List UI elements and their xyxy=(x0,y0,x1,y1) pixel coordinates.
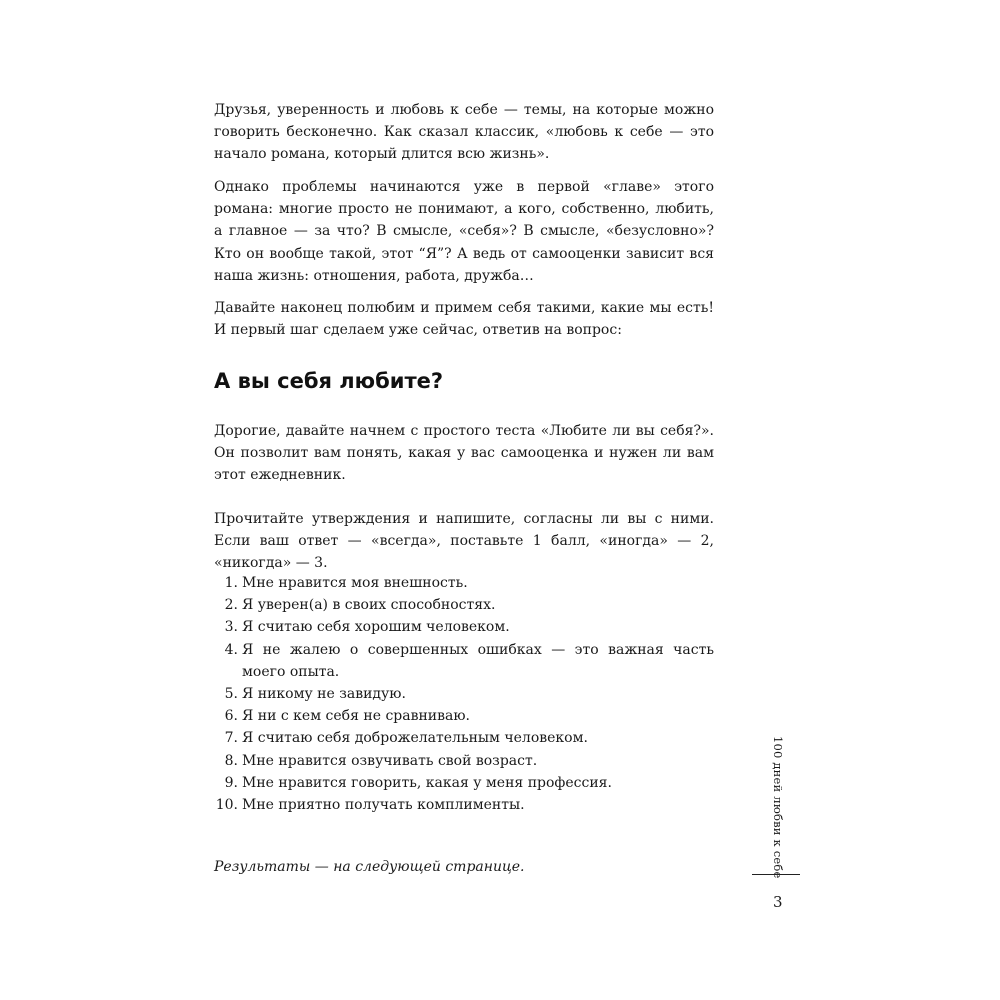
instructions-paragraph: Прочитайте утверждения и напишите, согласны ли вы с ними. Если ваш ответ — «всегда», поставьте 1 балл, «иногда» — 2, «никогда» — 3. xyxy=(214,511,714,572)
statements-list xyxy=(214,572,714,816)
list-item-text: Мне нравится озвучивать свой возраст. xyxy=(242,752,538,769)
list-item-number: 9. xyxy=(224,774,238,791)
list-item-text: Я уверен(а) в своих способностях. xyxy=(242,597,496,614)
list-item-number: 10. xyxy=(215,797,238,814)
list-item-number: 5. xyxy=(224,686,238,703)
test-intro-paragraph: Дорогие, давайте начнем с простого теста «Любите ли вы себя?». Он позволит вам понять, какая у вас самооценка и нужен ли вам этот ежедневник. xyxy=(214,423,714,484)
section-heading: А вы себя любите? xyxy=(214,369,444,393)
page-number: 3 xyxy=(773,893,783,911)
list-item-text: Мне нравится говорить, какая у меня профессия. xyxy=(242,774,612,791)
list-item-number: 7. xyxy=(224,730,238,747)
list-item-number: 6. xyxy=(224,708,238,725)
list-item-text: Я никому не завидую. xyxy=(242,686,406,703)
list-item-text: Я считаю себя хорошим человеком. xyxy=(242,619,510,636)
list-item xyxy=(214,750,714,772)
intro-paragraph-2: Однако проблемы начинаются уже в первой «главе» этого романа: многие просто не понимают, а кого, собственно, любить, а главное — за что? В смысле, «себя»? В смысле, «безусловно»? Кто он вообще такой, этот “Я”? А ведь от самооценки зависит вся наша жизнь: отношения, работа, дружба… xyxy=(214,179,714,284)
results-note: Результаты — на следующей странице. xyxy=(214,859,525,875)
list-item-text: Я считаю себя доброжелательным человеком. xyxy=(242,730,588,747)
list-item xyxy=(214,683,714,705)
running-title: 100 дней любви к себе xyxy=(771,736,785,879)
list-item xyxy=(214,794,714,816)
list-item xyxy=(214,594,714,616)
list-item-number: 1. xyxy=(224,575,238,591)
list-item-text: Я не жалею о совершенных ошибках — это важная часть моего опыта. xyxy=(242,641,714,680)
list-item xyxy=(214,727,714,749)
list-item xyxy=(214,705,714,727)
list-item xyxy=(214,616,714,638)
list-item-number: 4. xyxy=(224,641,238,658)
list-item xyxy=(214,772,714,794)
intro-paragraph-1: Друзья, уверенность и любовь к себе — темы, на которые можно говорить бесконечно. Как сказал классик, «любовь к себе — это начало романа, который длится всю жизнь». xyxy=(214,102,714,163)
intro-paragraph-3: Давайте наконец полюбим и примем себя такими, какие мы есть! И первый шаг сделаем уже сейчас, ответив на вопрос: xyxy=(214,300,714,339)
list-item-text: Я ни с кем себя не сравниваю. xyxy=(242,708,470,725)
list-item-text: Мне приятно получать комплименты. xyxy=(242,797,525,814)
list-item-number: 8. xyxy=(224,752,238,769)
list-item xyxy=(214,572,714,594)
list-item-number: 3. xyxy=(224,619,238,636)
list-item-number: 2. xyxy=(224,597,238,614)
list-item-text: Мне нравится моя внешность. xyxy=(242,575,468,591)
page-number-rule xyxy=(752,874,800,875)
list-item xyxy=(214,639,714,683)
